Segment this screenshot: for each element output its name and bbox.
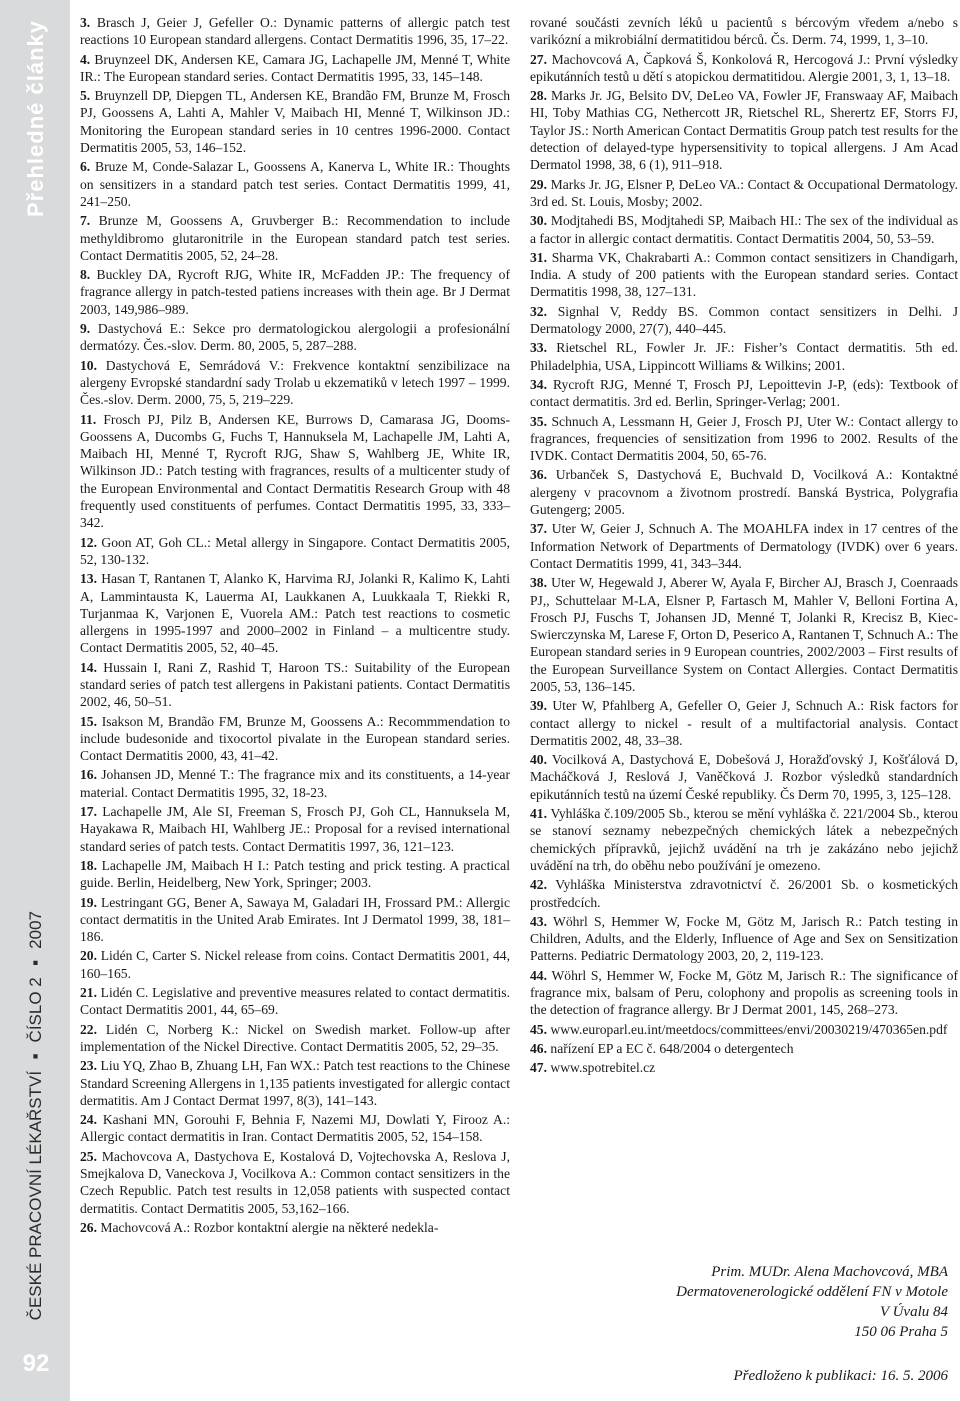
submitted-date: Předloženo k publikaci: 16. 5. 2006 xyxy=(733,1368,948,1384)
reference-item xyxy=(80,1021,510,1056)
references-left-column xyxy=(80,14,510,1238)
reference-number: 28. xyxy=(530,88,547,104)
reference-text: Bruynzeel DK, Andersen KE, Camara JG, Lachapelle JM, Menné T, White IR.: The European standard series. Contact Dermatitis 1995, 33, 145–148. xyxy=(80,51,510,84)
reference-item xyxy=(530,466,958,518)
reference-text: Wöhrl S, Hemmer W, Focke M, Götz M, Jarisch R.: Patch testing in Children, Adults, and the Elderly, Influence of Age and Sex on Sensitization Patterns. Pediatric Dermatology 2003, 20, 2, 119-123. xyxy=(530,913,959,964)
reference-text: Lidén C, Norberg K.: Nickel on Swedish market. Follow-up after implementation of the Nickel Directive. Contact Dermatitis 2005, 52, 29–35. xyxy=(80,1021,510,1054)
reference-item xyxy=(80,1057,510,1109)
reference-text: Urbanček S, Dastychová E, Buchvald D, Vocilková A.: Kontaktné alergeny v pracovnom a životnom prostredí. Banská Bystrica, Polygrafia Gutengerg; 2005. xyxy=(530,467,958,518)
reference-text: Buckley DA, Rycroft RJG, White IR, McFadden JP.: The frequency of fragrance allergy in patch-tested patiens increases with thein age. Br J Dermat 2003, 149,986–989. xyxy=(80,267,510,317)
reference-item xyxy=(80,320,510,355)
reference-number: 9. xyxy=(80,321,91,337)
reference-item xyxy=(80,357,510,409)
page-number: 92 xyxy=(22,1350,50,1377)
reference-item xyxy=(80,158,510,210)
section-title-text: Přehledné články xyxy=(23,20,48,217)
reference-text: Bruze M, Conde-Salazar L, Goossens A, Kanerva L, White IR.: Thoughts on sensitizers in a standard patch test series. Contact Dermatitis 1999, 41, 241–250. xyxy=(80,159,511,209)
reference-text: Vyhláška Ministerstva zdravotnictví č. 26/2001 Sb. o kosmetických prostředcích. xyxy=(530,877,958,910)
reference-item xyxy=(530,14,958,49)
reference-number: 16. xyxy=(80,767,97,783)
reference-item xyxy=(80,894,510,946)
reference-number: 43. xyxy=(530,913,547,929)
reference-item xyxy=(530,413,958,465)
reference-item xyxy=(80,266,510,318)
reference-text: Lidén C, Carter S. Nickel release from coins. Contact Dermatitis 2001, 44, 160–165. xyxy=(80,948,510,981)
reference-number: 17. xyxy=(80,804,97,820)
reference-text: www.spotrebitel.cz xyxy=(550,1060,656,1076)
reference-text: Uter W, Hegewald J, Aberer W, Ayala F, Bircher AJ, Brasch J, Coenraads PJ,, Schuttelaar M-LA, Elsner P, Fartasch M, Mahler V, Belloni Fortina A, Frosch PJ, Fuschs T, Johansen JD, Menné T, Jolanki R, Krecisz B, Kiec-Swierczynska M, Larese F, Orton D, Peserico A, Rantanen T, Schnuch A.: The European standard series in 9 European countries, 2002/2003 – First results of the European Surveillance System on Contact Allergies. Contact Dermatitis 2005, 53, 136–145. xyxy=(530,575,958,694)
reference-number: 22. xyxy=(80,1021,97,1037)
reference-number: 42. xyxy=(530,877,547,893)
reference-text: Marks Jr. JG, Elsner P, DeLeo VA.: Contact & Occupational Dermatology. 3rd ed. St. Louis, Mosby; 2002. xyxy=(530,176,958,209)
author-street: V Úvalu 84 xyxy=(879,1304,948,1320)
reference-number: 36. xyxy=(530,467,547,483)
reference-item xyxy=(530,967,958,1019)
reference-number: 10. xyxy=(80,357,97,373)
author-signature xyxy=(588,1262,948,1342)
reference-number: 38. xyxy=(530,575,547,591)
reference-number: 12. xyxy=(80,534,97,550)
reference-number: 47. xyxy=(530,1060,547,1076)
reference-text: Lachapelle JM, Maibach H I.: Patch testing and prick testing. A practical guide. Berlin, Heidelberg, New York, Springer; 2003. xyxy=(80,857,510,891)
reference-item xyxy=(80,1148,510,1217)
reference-number: 33. xyxy=(530,340,547,356)
reference-item xyxy=(80,803,510,855)
reference-number: 44. xyxy=(530,967,547,983)
reference-item xyxy=(530,1040,958,1057)
reference-number: 41. xyxy=(530,806,547,822)
reference-item xyxy=(80,14,510,49)
reference-item xyxy=(80,87,510,156)
reference-text: Brasch J, Geier J, Gefeller O.: Dynamic patterns of allergic patch test reactions 10 European standard allergens. Contact Dermatitis 1996, 35, 17–22. xyxy=(80,15,510,48)
author-affiliation: Dermatovenerologické oddělení FN v Motole xyxy=(676,1284,948,1300)
reference-number: 20. xyxy=(80,948,97,964)
reference-number: 37. xyxy=(530,521,547,537)
reference-text: Johansen JD, Menné T.: The fragrance mix and its constituents, a 14-year material. Contact Dermatitis 1995, 32, 18-23. xyxy=(80,767,510,800)
reference-text: Rietschel RL, Fowler Jr. JF.: Fisher’s Contact dermatitis. 5th ed. Philadelphia, USA, Lippincott Williams & Wilkins; 2001. xyxy=(530,340,958,373)
reference-item xyxy=(80,51,510,86)
reference-text: Isakson M, Brandão FM, Brunze M, Goossens A.: Recommmendation to include budesonide and tixocortol pivalate in the European standard series. Contact Dermatitis 2000, 43, 41–42. xyxy=(80,713,511,764)
reference-item xyxy=(80,984,510,1019)
reference-text: Lachapelle JM, Ale SI, Freeman S, Frosch PJ, Goh CL, Hannuksela M, Hayakawa R, Maibach HI, Wahlberg JE.: Proposal for a revised international standard series of patch tests. Contact Dermatitis 1997, 36, 121–123. xyxy=(80,804,510,854)
reference-number: 39. xyxy=(530,698,547,714)
reference-text: Marks Jr. JG, Belsito DV, DeLeo VA, Fowler JF, Franswaay AF, Maibach HI, Toby Mathias CG, Nethercott JR, Rietschel RL, Sherertz EF, Storrs FJ, Taylor JS.: North American Contact Dermatitis Group patch test results for the detection of delayed-type hypersensitivity to topical allergens. J Am Acad Dermatol 1998, 38, 6 (1), 911–918. xyxy=(530,88,958,173)
reference-item xyxy=(530,339,958,374)
reference-text: Vocilková A, Dastychová E, Dobešová J, Horažďovský J, Košťálová D, Macháčková J, Reslová J, Vaněčková J. Rozbor výsledků standardních epikutánních testů na území České republiky. Čs Derm 70, 1995, 3, 125–128. xyxy=(530,752,959,802)
reference-item xyxy=(80,1111,510,1146)
reference-item xyxy=(80,570,510,656)
reference-item xyxy=(530,249,958,301)
reference-text: Dastychová E.: Sekce pro dermatologickou alergologii a profesionální dermatózy. Čes.-slov. Derm. 80, 2005, 5, 287–288. xyxy=(80,321,511,354)
side-strip xyxy=(0,0,70,1401)
reference-number: 25. xyxy=(80,1148,97,1164)
reference-number: 31. xyxy=(530,249,547,265)
reference-item xyxy=(530,913,958,965)
reference-number: 45. xyxy=(530,1021,547,1037)
reference-text: Schnuch A, Lessmann H, Geier J, Frosch PJ, Uter W.: Contact allergy to fragrances, frequencies of sensitization from 1996 to 2002. Results of the IVDK. Contact Dermatitis 2004, 50, 65-76. xyxy=(530,413,958,464)
reference-item xyxy=(80,659,510,711)
reference-text: Frosch PJ, Pilz B, Andersen KE, Burrows D, Camarasa JG, Dooms-Goossens A, Ducombs G, Fuchs T, Hannuksela M, Lachapelle JM, Lahti A, Maibach HI, Menné T, Rycroft RJG, Shaw S, Wahlberg JE, White IR, Wilkinson JD.: Patch testing with fragrances, results of a multicenter study of the European Environmental and Contact Dermatitis Research Group with 48 frequently used constituents of perfumes. Contact Dermatitis 1995, 33, 333–342. xyxy=(80,411,510,531)
reference-text: Hasan T, Rantanen T, Alanko K, Harvima RJ, Jolanki R, Kalimo K, Lahti A, Lammintausta K, Lauerma AI, Laukkanen A, Luukkaala T, Riekki R, Turjanmaa K, Varjonen E, Vuorela AM.: Patch test reactions to cosmetic allergens in 1995-1997 and 2000–2002 in Finland – a multicentre study. Contact Dermatitis 2005, 52, 40–45. xyxy=(80,571,510,656)
reference-text: Kashani MN, Gorouhi F, Behnia F, Nazemi MJ, Dowlati Y, Firooz A.: Allergic contact dermatitis in Iran. Contact Dermatitis 2005, 52, 154–158. xyxy=(80,1112,510,1145)
reference-number: 15. xyxy=(80,713,97,729)
journal-issue-text: ČESKÉ PRACOVNÍ LÉKAŘSTVÍ ▪ ČÍSLO 2 ▪ 2007 xyxy=(26,910,45,1320)
reference-number: 30. xyxy=(530,213,547,229)
reference-item xyxy=(530,87,958,173)
author-name: Prim. MUDr. Alena Machovcová, MBA xyxy=(711,1264,948,1280)
reference-item xyxy=(80,857,510,892)
references-right-column xyxy=(530,14,958,1079)
reference-text: Machovcova A, Dastychova E, Kostalová D, Vojtechovska A, Reslova J, Smejkalova D, Vaneckova J, Vocilkova A.: Common contact sensitizers in the Czech Republic. Patch test results in 12,058 patients with suspected contact dermatitis. Contact Dermatitis 2005, 53,162–166. xyxy=(80,1148,510,1216)
reference-text: Dastychová E, Semrádová V.: Frekvence kontaktní senzibilizace na alergeny Evropské standardní sady Trolab u ekzematiků v letech 1997 – 1999. Čes.-slov. Derm. 2000, 75, 5, 219–229. xyxy=(80,357,510,408)
reference-item xyxy=(80,947,510,982)
reference-text: Modjtahedi BS, Modjtahedi SP, Maibach HI.: The sex of the individual as a factor in allergic contact dermatitis. Contact Dermatitis 2004, 50, 53–59. xyxy=(530,213,959,246)
reference-item xyxy=(530,176,958,211)
reference-text: Machovcová A, Čapková Š, Konkolová R, Hercogová J.: První výsledky epikutánních testů u dětí s atopickou dermatitidou. Alergie 2001, 3, 1, 13–18. xyxy=(530,51,958,84)
reference-number: 3. xyxy=(80,15,91,30)
reference-number: 35. xyxy=(530,413,547,429)
reference-number: 18. xyxy=(80,857,97,873)
reference-number: 19. xyxy=(80,894,97,910)
reference-text: nařízení EP a EC č. 648/2004 o detergentech xyxy=(550,1040,794,1056)
reference-text: Hussain I, Rani Z, Rashid T, Haroon TS.: Suitability of the European standard series of patch test allergens in Pakistani patients. Contact Dermatitis 2002, 46, 50–51. xyxy=(80,659,510,710)
reference-item xyxy=(530,876,958,911)
reference-item xyxy=(80,534,510,569)
reference-number: 13. xyxy=(80,571,97,587)
reference-item xyxy=(530,1059,958,1076)
reference-text: Vyhláška č.109/2005 Sb., kterou se mění vyhláška č. 221/2004 Sb., kterou se stanoví seznamy nebezpečných chemických látek a nebezpečných chemických přípravků, jejichž uvádění na trh je zakázáno nebo jejichž uvádění na trh, do oběhu nebo používání je omezeno. xyxy=(530,806,959,873)
reference-text: Bruynzell DP, Diepgen TL, Andersen KE, Brandão FM, Brunze M, Frosch PJ, Goossens A, Lahti A, Mahler V, Maibach HI, Menné T, Wilkinson JD.: Monitoring the European standard series in 10 centres 1996-2000. Contact Dermatitis 2005, 53, 146–152. xyxy=(80,88,510,156)
reference-number: 32. xyxy=(530,303,547,319)
reference-number: 8. xyxy=(80,267,91,283)
reference-item xyxy=(530,574,958,695)
reference-item xyxy=(530,303,958,338)
reference-text: www.europarl.eu.int/meetdocs/committees/envi/20030219/470365en.pdf xyxy=(550,1021,948,1037)
reference-number: 23. xyxy=(80,1058,97,1074)
reference-number: 29. xyxy=(530,176,547,192)
reference-text: Signhal V, Reddy BS. Common contact sensitizers in Delhi. J Dermatology 2000, 27(7), 440–445. xyxy=(530,303,958,337)
reference-item xyxy=(530,1021,958,1038)
reference-item xyxy=(530,751,958,803)
section-title xyxy=(18,20,54,580)
reference-item xyxy=(80,766,510,801)
reference-item xyxy=(530,51,958,86)
reference-number: 14. xyxy=(80,659,97,675)
reference-item xyxy=(530,212,958,247)
reference-item xyxy=(530,697,958,749)
reference-number: 7. xyxy=(80,213,91,229)
reference-number: 27. xyxy=(530,51,547,67)
reference-text: Rycroft RJG, Menné T, Frosch PJ, Lepoittevin J-P, (eds): Textbook of contact dermatitis. 3rd ed. Berlin, Springer-Verlag; 2001. xyxy=(530,376,958,410)
reference-number: 11. xyxy=(80,411,97,427)
reference-number: 46. xyxy=(530,1040,547,1056)
reference-item xyxy=(80,1219,510,1236)
reference-number: 40. xyxy=(530,752,547,768)
reference-text: Sharma VK, Chakrabarti A.: Common contact sensitizers in Chandigarh, India. A study of 200 patients with the European standard series. Contact Dermatitis 1998, 38, 127–131. xyxy=(530,249,958,300)
reference-text: Wöhrl S, Hemmer W, Focke M, Götz M, Jarisch R.: The significance of fragrance mix, balsam of Peru, colophony and propolis as screening tools in the detection of fragrance allergy. Br J Dermat 2001, 145, 268–273. xyxy=(530,967,958,1018)
reference-number: 21. xyxy=(80,985,97,1001)
reference-text: Uter W, Geier J, Schnuch A. The MOAHLFA index in 17 centres of the Information Network of Departments of Dermatology (IVDK) over 6 years. Contact Dermatitis 1999, 41, 343–344. xyxy=(530,521,958,571)
reference-text: Brunze M, Goossens A, Gruvberger B.: Recommendation to include methyldibromo glutaronitrile in the European standard patch test series. Contact Dermatitis 2005, 52, 24–28. xyxy=(80,213,510,263)
reference-item xyxy=(80,713,510,765)
reference-text: Machovcová A.: Rozbor kontaktní alergie na některé nedekla- xyxy=(100,1219,439,1235)
reference-text: Lidén C. Legislative and preventive measures related to contact dermatitis. Contact Dermatitis 2001, 44, 65–69. xyxy=(80,985,510,1018)
reference-number: 24. xyxy=(80,1112,97,1128)
reference-number: 6. xyxy=(80,159,91,175)
reference-text: Goon AT, Goh CL.: Metal allergy in Singapore. Contact Dermatitis 2005, 52, 130-132. xyxy=(80,534,510,567)
reference-text: rované součásti zevních léků u pacientů s bércovým vředem a/nebo s varikózní a mikrobiální dermatitidou bérců. Čs. Derm. 74, 1999, 1, 3–10. xyxy=(530,15,958,48)
reference-text: Lestringant GG, Bener A, Sawaya M, Galadari IH, Frossard PM.: Allergic contact dermatitis in the United Arab Emirates. Int J Dermatol 1999, 38, 181–186. xyxy=(80,894,510,945)
reference-item xyxy=(530,520,958,572)
reference-number: 4. xyxy=(80,51,91,67)
reference-item xyxy=(80,212,510,264)
reference-number: 26. xyxy=(80,1219,97,1235)
reference-item xyxy=(80,411,510,532)
journal-issue xyxy=(20,760,52,1320)
author-city: 150 06 Praha 5 xyxy=(854,1324,948,1340)
reference-number: 5. xyxy=(80,88,91,104)
reference-text: Uter W, Pfahlberg A, Gefeller O, Geier J, Schnuch A.: Risk factors for contact allergy to nickel - result of a multifactorial analysis. Contact Dermatitis 2002, 48, 33–38. xyxy=(530,698,958,748)
reference-item xyxy=(530,805,958,874)
reference-text: Liu YQ, Zhao B, Zhuang LH, Fan WX.: Patch test reactions to the Chinese Standard Screening Allergens in 1,135 patients investigated for allergic contact dermatitis. Am J Contact Dermat 1997, 8(3), 141–143. xyxy=(80,1058,510,1108)
reference-number: 34. xyxy=(530,376,547,392)
reference-item xyxy=(530,376,958,411)
